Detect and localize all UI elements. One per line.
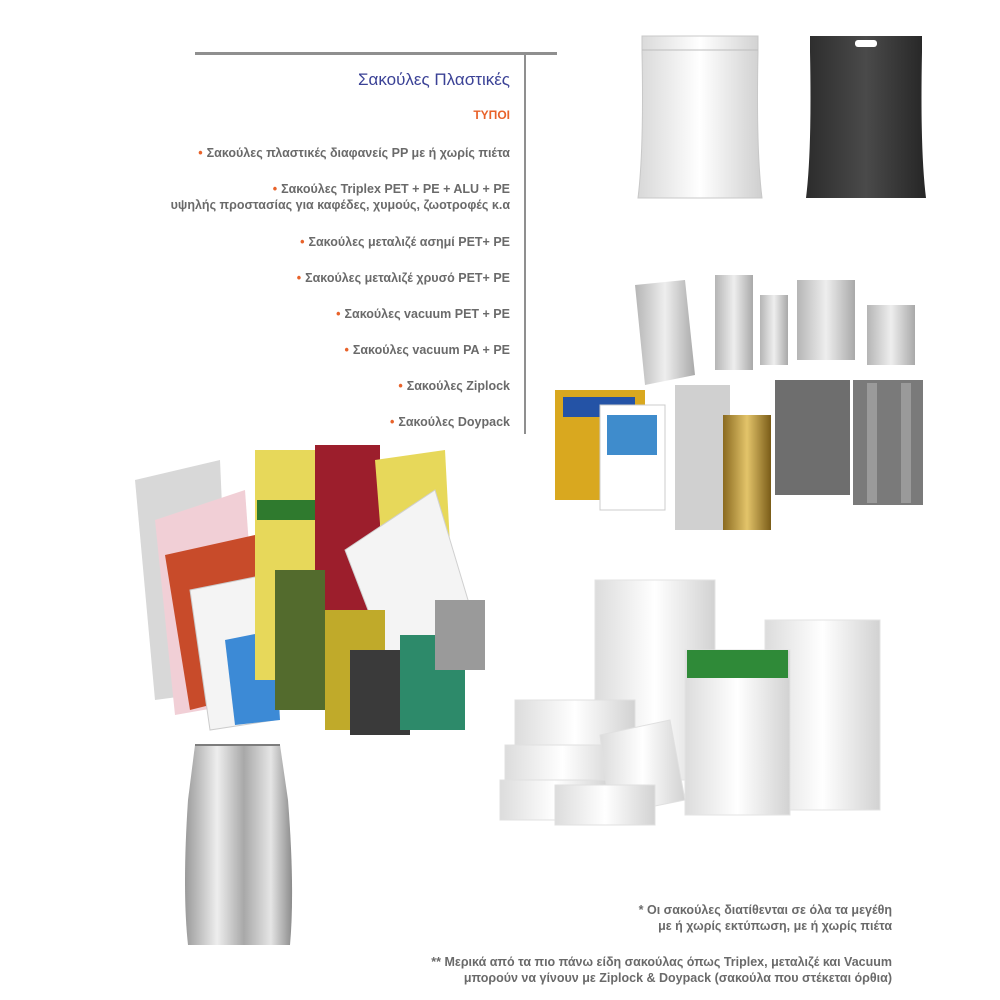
type-item-vacuum-pet: • Σακούλες vacuum PET + PE <box>336 307 510 321</box>
page-title: Σακούλες Πλαστικές <box>358 70 510 89</box>
types-heading: ΤΥΠΟΙ <box>473 108 510 122</box>
top-divider <box>195 52 557 55</box>
type-item-doypack: • Σακούλες Doypack <box>389 415 510 429</box>
type-item-ziplock: • Σακούλες Ziplock <box>398 379 510 393</box>
side-divider <box>524 52 526 434</box>
footnote-sizes: * Οι σακούλες διατίθενται σε όλα τα μεγέθη με ή χωρίς εκτύπωση, με ή χωρίς πιέτα <box>638 903 892 933</box>
standup-pouches-photo <box>630 30 930 205</box>
type-item-triplex: • Σακούλες Triplex PET + PE + ALU + PE υψηλής προστασίας για καφέδες, χυμούς, ζωοτροφές κ.α <box>170 182 510 212</box>
type-item-pp: • Σακούλες πλαστικές διαφανείς PP με ή χωρίς πιέτα <box>198 146 510 160</box>
printed-coffee-bags-photo <box>135 440 505 740</box>
type-item-metallic-gold: • Σακούλες μεταλιζέ χρυσό PET+ PE <box>296 271 510 285</box>
silver-foil-bag-photo <box>180 740 300 950</box>
type-item-metallic-silver: • Σακούλες μεταλιζέ ασημί PET+ PE <box>300 235 510 249</box>
footnote-ziplock-doypack: ** Μερικά από τα πιο πάνω είδη σακούλας όπως Triplex, μεταλιζέ και Vacuum μπορούν να γίνουν με Ziplock & Doypack (σακούλα που στέκεται όρθια) <box>431 955 892 985</box>
assorted-bags-photo <box>555 265 935 540</box>
type-item-vacuum-pa: • Σακούλες vacuum PA + PE <box>344 343 510 357</box>
white-pouches-photo <box>485 575 890 840</box>
